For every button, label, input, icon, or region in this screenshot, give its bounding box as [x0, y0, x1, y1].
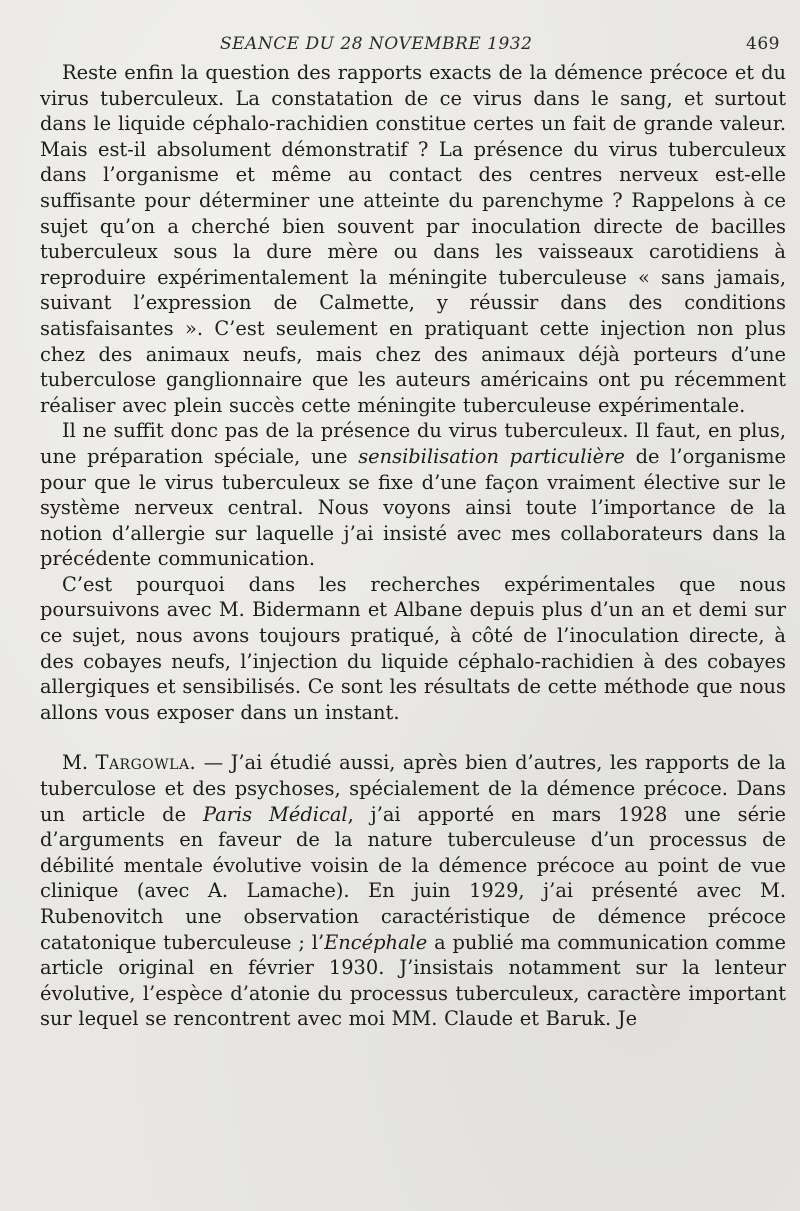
paragraph-2: [40, 418, 786, 572]
page-number: 469: [746, 34, 780, 54]
paragraph-2-text-b: de l’organisme pour que le virus tuberculeux se fixe d’une façon vraiment élective sur le système nerveux central. Nous voyons ainsi toute l’importance de la notion d’allergie sur laquelle j’ai insisté avec mes collaborateurs dans la précédente communication.: [40, 444, 786, 571]
journal-title-paris-medical: Paris Médical: [202, 802, 348, 826]
speaker-name: Targowla.: [95, 751, 197, 775]
running-title: SEANCE DU 28 NOVEMBRE 1932: [220, 34, 533, 54]
paragraph-2-text-a: Il ne suffit donc pas de la présence du virus tuberculeux. Il faut, en plus, une préparation spéciale, une: [40, 419, 786, 468]
speaker-prefix: M.: [62, 751, 96, 775]
body-text: [40, 60, 786, 1032]
paragraph-4-text-c: a publié ma communication comme article original en février 1930. J’insistais notamment sur la lenteur évolutive, l’espèce d’atonie du processus tuberculeux, caractère important sur lequel se rencontrent avec moi MM. Claude et Baruk. Je: [40, 930, 786, 1031]
paragraph-4-text-a: — J’ai étudié aussi, après bien d’autres, les rapports de la tuberculose et des psychoses, spécialement de la démence précoce. Dans un article de: [40, 751, 786, 826]
paragraph-1: Reste enfin la question des rapports exacts de la démence précoce et du virus tuberculeux. La constatation de ce virus dans le sang, et surtout dans le liquide céphalo-rachidien constitue certes un fait de grande valeur. Mais est-il absolument démonstratif ? La présence du virus tuberculeux dans l’organisme et même au contact des centres nerveux est-elle suffisante pour déterminer une atteinte du parenchyme ? Rappelons à ce sujet qu’on a cherché bien souvent par inoculation directe de bacilles tuberculeux sous la dure mère ou dans les vaisseaux carotidiens à reproduire expérimentalement la méningite tuberculeuse « sans jamais, suivant l’expression de Calmette, y réussir dans des conditions satisfaisantes ». C’est seulement en pratiquant cette injection non plus chez des animaux neufs, mais chez des animaux déjà porteurs d’une tuberculose ganglionnaire que les auteurs américains ont pu récemment réaliser avec plein succès cette méningite tuberculeuse expérimentale.: [40, 61, 786, 417]
paragraph-4: [40, 750, 786, 1032]
paragraph-2-emphasis: sensibilisation particulière: [358, 444, 625, 468]
journal-title-encephale: Encéphale: [324, 930, 428, 954]
running-head: [40, 30, 786, 60]
paragraph-3: C’est pourquoi dans les recherches expérimentales que nous poursuivons avec M. Bidermann et Albane depuis plus d’un an et demi sur ce sujet, nous avons toujours pratiqué, à côté de l’inoculation directe, à des cobayes neufs, l’injection du liquide céphalo-rachidien à des cobayes allergiques et sensibilisés. Ce sont les résultats de cette méthode que nous allons vous exposer dans un instant.: [40, 572, 786, 724]
paragraph-4-text-b: , j’ai apporté en mars 1928 une série d’arguments en faveur de la nature tuberculeuse d’un processus de débilité mentale évolutive voisin de la démence précoce au point de vue clinique (avec A. Lamache). En juin 1929, j’ai présenté avec M. Rubenovitch une observation caractéristique de démence précoce catatonique tuberculeuse ; l’: [40, 802, 786, 954]
